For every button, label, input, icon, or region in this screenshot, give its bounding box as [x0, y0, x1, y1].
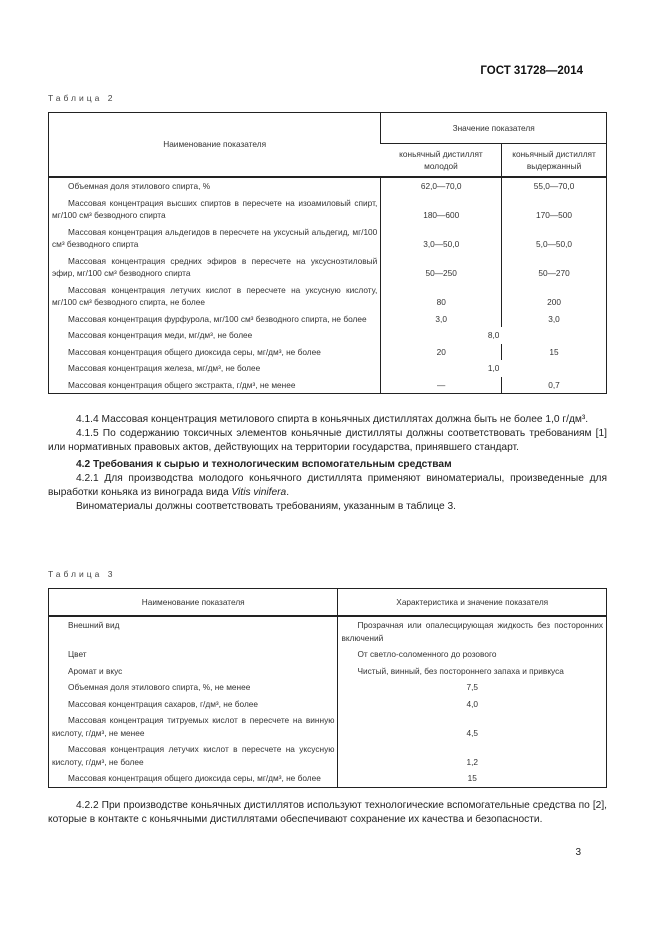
body-text-1: [48, 413, 607, 514]
paragraph-4-1-5: 4.1.5 По содержанию токсичных элементов коньячные дистилляты должны соответствовать требованиям [1] или нормативных правовых актов, действующих на территории государства, принявшего стандарт.: [48, 428, 607, 453]
row-value: 7,5: [338, 679, 607, 696]
col-header-group: Значение показателя: [381, 113, 607, 144]
table-row: [49, 663, 607, 680]
row-name: Аромат и вкус: [68, 665, 123, 676]
table-row: [49, 311, 607, 328]
table-row: [49, 253, 607, 282]
table-row: [49, 344, 607, 361]
paragraph-4-1-4: 4.1.4 Массовая концентрация метилового спирта в коньячных дистиллятах должна быть не более 1,0 г/дм³.: [76, 414, 589, 425]
table-2: [48, 112, 607, 394]
row-name: Массовая концентрация титруемых кислот в пересчете на винную кислоту, г/дм³, не менее: [52, 715, 335, 738]
table-row: [49, 224, 607, 253]
row-value: 4,0: [338, 696, 607, 713]
table-row: [49, 712, 607, 741]
paragraph-4-2-1-cont: Виноматериалы должны соответствовать требованиям, указанным в таблице 3.: [76, 501, 457, 512]
row-name: Массовая концентрация общего экстракта, г/дм³, не менее: [68, 379, 296, 390]
row-value-both: 8,0: [381, 327, 607, 344]
row-name: Объемная доля этилового спирта, %: [68, 181, 211, 191]
row-value-aged: 3,0: [502, 311, 607, 328]
row-name: Массовая концентрация сахаров, г/дм³, не более: [68, 698, 259, 709]
table-row: [49, 770, 607, 787]
row-name: Объемная доля этилового спирта, %, не менее: [68, 682, 251, 692]
paragraph-4-2-2: 4.2.2 При производстве коньячных дистиллятов используют технологические вспомогательные средства по [2], которые в контакте с коньячными дистиллятами обеспечивают сохранение их качества и безопасности.: [48, 800, 607, 825]
row-name: Массовая концентрация общего диоксида серы, мг/дм³, не более: [68, 346, 321, 357]
p421-latin: Vitis vinifera: [231, 487, 287, 498]
table-row: [49, 679, 607, 696]
row-value-aged: 55,0—70,0: [502, 177, 607, 195]
row-name: Массовая концентрация летучих кислот в пересчете на уксусную кислоту, г/дм³, не более: [52, 744, 335, 767]
row-value-young: 50—250: [381, 253, 502, 282]
row-name: Массовая концентрация летучих кислот в пересчете на уксусную кислоту, мг/100 см³ безводного спирта, не более: [52, 284, 378, 307]
col-header-young: коньячный дистиллят молодой: [381, 144, 502, 178]
col-header-value: Характеристика и значение показателя: [338, 589, 607, 617]
row-value-young: 80: [381, 282, 502, 311]
table2-caption: Таблица 2: [48, 93, 116, 103]
table-row: [49, 282, 607, 311]
row-value-aged: 5,0—50,0: [502, 224, 607, 253]
body-text-2: [48, 799, 607, 827]
table-row: [49, 177, 607, 195]
row-name: Внешний вид: [68, 620, 120, 630]
p421-text: 4.2.1 Для производства молодого коньячного дистиллята применяют виноматериалы, произведенные для выработки коньяка из винограда вида: [48, 473, 607, 498]
row-name: Массовая концентрация высших спиртов в пересчете на изоамиловый спирт, мг/100 см³ безводного спирта: [52, 197, 378, 220]
row-value-young: 20: [381, 344, 502, 361]
p421-end: .: [286, 487, 290, 498]
table-row: [49, 741, 607, 770]
row-value: Чистый, винный, без постороннего запаха и привкуса: [338, 663, 607, 680]
row-name: Массовая концентрация фурфурола, мг/100 см³ безводного спирта, не более: [68, 313, 367, 324]
row-name: Массовая концентрация меди, мг/дм³, не более: [68, 330, 253, 340]
table-row: [49, 360, 607, 377]
row-value-aged: 15: [502, 344, 607, 361]
row-value: 1,2: [338, 741, 607, 770]
row-value: Прозрачная или опалесцирующая жидкость без посторонних включений: [338, 616, 607, 646]
paragraph-4-2-1: [48, 472, 607, 500]
row-name: Массовая концентрация средних эфиров в пересчете на уксусноэтиловый эфир, мг/100 см³ безводного спирта: [52, 255, 378, 278]
row-value: От светло-соломенного до розового: [338, 646, 607, 663]
row-value-young: 180—600: [381, 195, 502, 224]
table-row: [49, 696, 607, 713]
row-value: 4,5: [338, 712, 607, 741]
table-row: [49, 646, 607, 663]
section-heading-4-2: 4.2 Требования к сырью и технологическим вспомогательным средствам: [76, 459, 452, 470]
row-value-aged: 170—500: [502, 195, 607, 224]
row-name: Массовая концентрация общего диоксида серы, мг/дм³, не более: [68, 773, 321, 783]
page-number: 3: [575, 847, 581, 858]
row-value-young: 62,0—70,0: [381, 177, 502, 195]
row-value: 15: [338, 770, 607, 787]
table-3: [48, 588, 607, 788]
table-row: [49, 195, 607, 224]
col-header-name: Наименование показателя: [49, 589, 338, 617]
row-value-young: —: [381, 377, 502, 394]
row-value-young: 3,0—50,0: [381, 224, 502, 253]
col-header-name: Наименование показателя: [49, 113, 381, 178]
row-name: Цвет: [68, 649, 87, 659]
row-value-aged: 0,7: [502, 377, 607, 394]
table-row: [49, 616, 607, 646]
row-value-both: 1,0: [381, 360, 607, 377]
row-value-young: 3,0: [381, 311, 502, 328]
table-row: [49, 327, 607, 344]
table-row: [49, 377, 607, 394]
table3-caption: Таблица 3: [48, 569, 116, 579]
row-value-aged: 50—270: [502, 253, 607, 282]
row-name: Массовая концентрация альдегидов в пересчете на уксусный альдегид, мг/100 см³ безводного спирта: [52, 226, 378, 249]
row-value-aged: 200: [502, 282, 607, 311]
col-header-aged: коньячный дистиллят выдержанный: [502, 144, 607, 178]
row-name: Массовая концентрация железа, мг/дм³, не более: [68, 363, 261, 373]
document-id: ГОСТ 31728—2014: [480, 65, 583, 77]
